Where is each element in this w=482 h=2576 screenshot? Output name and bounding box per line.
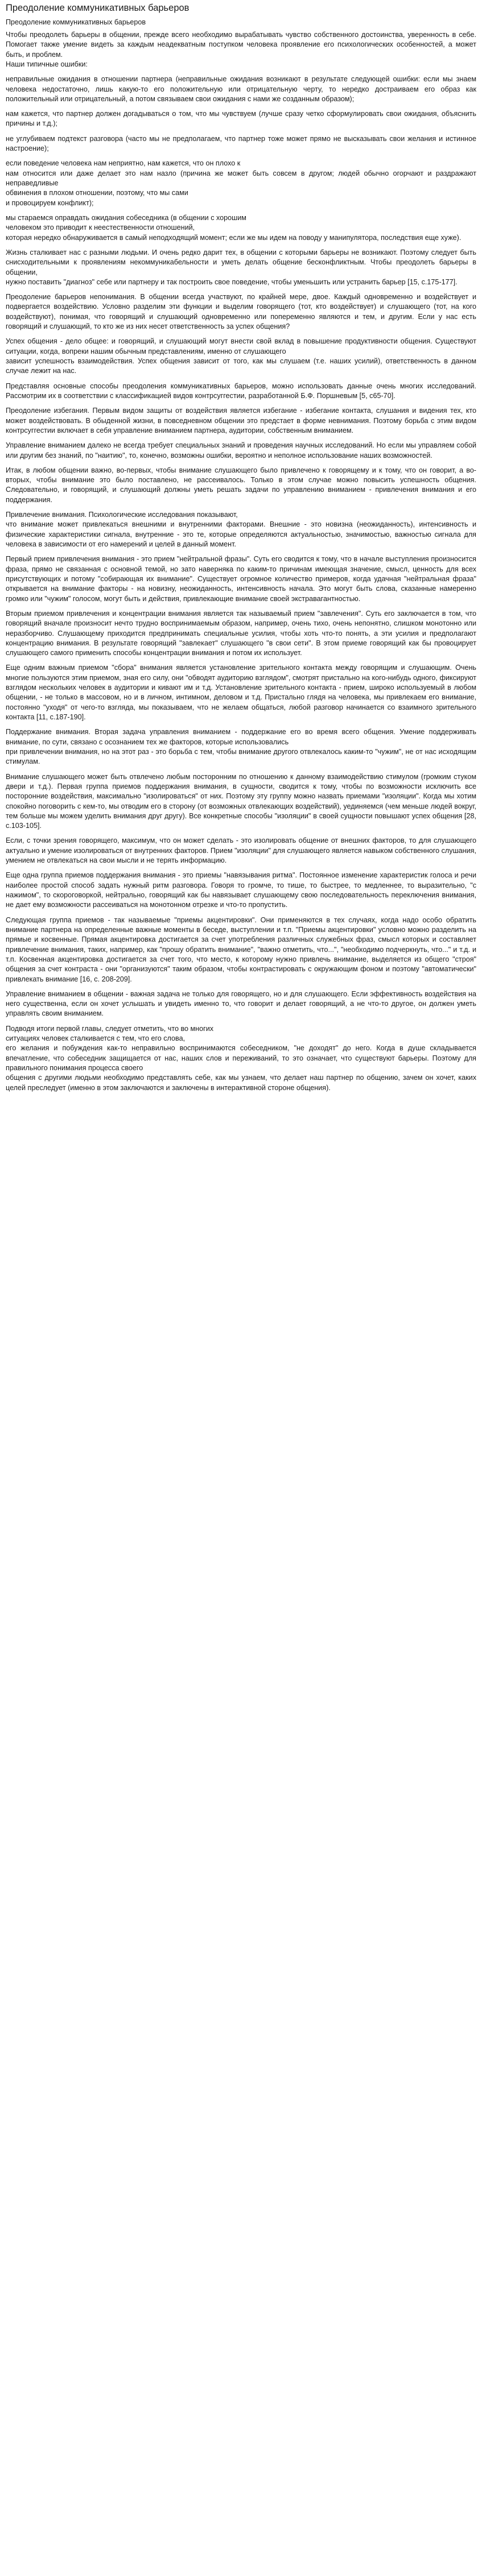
paragraph: Преодоление избегания. Первым видом защиты от воздействия является избегание - избегание контакта, слушания и видения тех, кто может воздействовать. В обыденной жизни, в повседневном общении это предстает в форме невнимания. Поэтому борьба с этим видом контрсуггестии включает в себя управление вниманием партнера, аудитории, собственным вниманием.	[6, 407, 476, 434]
paragraph: Управление вниманием далеко не всегда требует специальных знаний и проведения научных исследований. Но если мы управляем собой или другим без знаний, по "наитию", то, конечно, возможны ошибки, вероятно и неполное использование наших возможностей.	[6, 441, 476, 459]
paragraph: если поведение человека нам неприятно, нам кажется, что он плохо к нам относится или даже делает это нам назло (причина же может быть совсем в другом; людей обычно огорчают и раздражают неправедливые обвинения в плохом отношении, поэтому, что мы сами и провоцируем конфликт);	[6, 159, 476, 207]
paragraph: Вторым приемом привлечения и концентрации внимания является так называемый прием "завлечения". Суть его заключается в том, что говорящий вначале произносит нечто трудно воспринимаемым образом, например, очень тихо, очень непонятно, слишком монотонно или неразборчиво. Слушающему приходится предпринимать специальные усилия, чтобы хоть что-то понять, а эти усилия и предполагают концентрацию внимания. В результате говорящий "завлекает" слушающего "в свои сети". В этом приеме говорящий как бы провоцирует слушающего самого применить способы концентрации внимания и потом их использует.	[6, 609, 476, 657]
paragraph: нам кажется, что партнер должен догадываться о том, что мы чувствуем (лучше сразу четко сформулировать свои ожидания, объяснить причины и т.д.);	[6, 110, 476, 128]
paragraph: Первый прием привлечения внимания - это прием "нейтральной фразы". Суть его сводится к тому, что в начале выступления произносится фраза, прямо не связанная с основной темой, но зато наверняка по каким-то причинам имеющая значение, смысл, ценность для всех присутствующих и потому "собирающая их внимание". Существует огромное количество примеров, когда удачная "нейтральная фраза" открывается на внимание факторы - на новизну, неожиданность, интенсивность начала. Это могут быть слова, сказанные намеренно громко или "чужим" голосом, могут быть и действия, привлекающие внимание своей экстравагантностью.	[6, 555, 476, 603]
paragraph: Еще одним важным приемом "сбора" внимания является установление зрительного контакта между говорящим и слушающим. Очень многие пользуются этим приемом, зная его силу, они "обводят аудиторию взглядом", смотрят пристально на кого-нибудь одного, фиксируют взглядом нескольких человек в аудитории и кивают им и т.д. Установление зрительного контакта - прием, широко используемый в любом общении, - не только в массовом, но и в личном, интимном, деловом и т.д. Пристально глядя на человека, мы привлекаем его внимание, постоянно "уходя" от чего-то взгляда, мы показываем, что не желаем общаться, любой разговор начинается со взаимного зрительного контакта [11, с.187-190].	[6, 664, 476, 722]
document-subtitle: Преодоление коммуникативных барьеров	[6, 18, 146, 26]
paragraph: неправильные ожидания в отношении партнера (неправильные ожидания возникают в результате следующей ошибки: если мы знаем человека недостаточно, лишь какую-то его положительную или отрицательную черту, то нередко достраиваем его образ как положительный или отрицательный, а потом связываем свои ожидания с нами же созданным образом);	[6, 75, 476, 103]
paragraph: Привлечение внимания. Психологические исследования показывают, что внимание может привлекаться внешними и внутренними факторами. Внешние - это новизна (неожиданность), интенсивность и физические характеристики сигнала, внутренние - это те, которые определяются актуальностью, значимостью, важностью сигнала для человека в зависимости от его намерений и целей в данный момент.	[6, 511, 476, 549]
paragraph: Внимание слушающего может быть отвлечено любым посторонним по отношению к данному взаимодействию стимулом (громким стуком двери и т.д.). Первая группа приемов поддержания внимания, в сущности, сводится к тому, чтобы по возможности исключить все посторонние воздействия, максимально "изолироваться" от них. Поэтому эту группу можно назвать приемами "изоляции". Когда мы хотим спокойно поговорить с кем-то, мы отводим его в сторону (от возможных отвлекающих воздействий), уединяемся (чем меньше людей вокруг, тем больше мы можем уделить внимания друг другу). Все конкретные способы "изоляции" в своей сущности повышают успех общения [28, с.103-105].	[6, 772, 476, 830]
paragraph: Следующая группа приемов - так называемые "приемы акцентировки". Они применяются в тех случаях, когда надо особо обратить внимание партнера на определенные важные моменты в беседе, выступлении и т.п. "Приемы акцентировки" условно можно разделить на прямые и косвенные. Прямая акцентировка достигается за счет употребления различных служебных фраз, смысл которых и составляет привлечение внимания, таких, например, как "прошу обратить внимание", "важно отметить, что...", "необходимо подчеркнуть, что..." и т.д. и т.п. Косвенная акцентировка достигается за счет того, что место, к которому нужно привлечь внимание, выделяется из общего "строя" общения за счет контраста - они "организуются" таким образом, чтобы контрастировать с окружающим фоном и поэтому "автоматически" привлекать внимание [16, с. 208-209].	[6, 916, 476, 983]
paragraph: Поддержание внимания. Вторая задача управления вниманием - поддержание его во время всего общения. Умение поддерживать внимание, по сути, связано с осознанием тех же факторов, которые использовались при привлечении внимания, но на этот раз - это борьба с тем, чтобы внимание другого отвлекалось каким-то "чужим", не от нас исходящим стимулам.	[6, 728, 476, 766]
paragraph: Успех общения - дело общее: и говорящий, и слушающий могут внести свой вклад в повышение продуктивности общения. Существуют ситуации, когда, вопреки нашим обычным представлениям, именно от слушающего зависит успешность взаимодействия. Успех общения зависит от того, как мы слушаем (т.е. наших усилий), ответственность в данном случае лежит на нас.	[6, 337, 476, 375]
paragraph: Жизнь сталкивает нас с разными людьми. И очень редко дарит тех, в общении с которыми барьеры не возникают. Поэтому следует быть снисходительными к проявлениям некоммуникабельности и уметь делать общение бесконфликтным. Чтобы преодолеть барьеры в общении, нужно поставить "диагноз" себе или партнеру и так построить свое поведение, чтобы уменьшить или устранить барьер [15, с.175-177].	[6, 248, 476, 286]
document-body	[6, 30, 476, 1093]
paragraph: Преодоление барьеров непонимания. В общении всегда участвуют, по крайней мере, двое. Каждый одновременно и воздействует и подвергается воздействию. Условно разделим эти функции и выделим говорящего (тот, кто воздействует) и слушающего (тот, на кого воздействуют), понимая, что говорящий и слушающий одновременно или попеременно являются и тем, и другим. Если у нас есть говорящий и слушающий, то кто же из них несет ответственность за успех общения?	[6, 293, 476, 331]
paragraph: Итак, в любом общении важно, во-первых, чтобы внимание слушающего было привлечено к говорящему и к тому, что он говорит, а во-вторых, чтобы внимание это было поставлено, не рассеивалось. Только в этом случае можно повысить успешность общения. Следовательно, и говорящий, и слушающий должны уметь решать задачи по управлению вниманием - привлечения внимания и его поддержания.	[6, 466, 476, 504]
paragraph: Чтобы преодолеть барьеры в общении, прежде всего необходимо вырабатывать чувство собственного достоинства, уверенность в себе. Помогает также умение видеть за каждым неадекватным поступком человека проявление его психологических особенностей, а может быть, и проблем. Наши типичные ошибки:	[6, 30, 476, 68]
paragraph: Если, с точки зрения говорящего, максимум, что он может сделать - это изолировать общение от внешних факторов, то для слушающего актуально и умение изолироваться от внутренних факторов. Прием "изоляции" для слушающего является навыком собственного слушания, умением не отвлекаться на свои мысли и не терять информацию.	[6, 836, 476, 865]
document-title: Преодоление коммуникативных барьеров	[6, 3, 189, 13]
paragraph: мы стараемся оправдать ожидания собеседника (в общении с хорошим человеком это приводит к неестественности отношений, которая нередко обнаруживается в самый неподходящий момент; если же мы идем на поводу у манипулятора, последствия еще хуже).	[6, 213, 462, 242]
paragraph: Управление вниманием в общении - важная задача не только для говорящего, но и для слушающего. Если эффективность воздействия на него существенна, если он хочет услышать и увидеть именно то, что говорит и делает говорящий, а не что-то другое, он должен уметь управлять своим вниманием.	[6, 989, 476, 1018]
paragraph: Представляя основные способы преодоления коммуникативных барьеров, можно использовать данные очень многих исследований. Рассмотрим их в соответствии с классификацией видов контрсуггестии, разработанной Б.Ф. Поршневым [5, с65-70].	[6, 382, 476, 400]
paragraph: не углубиваем подтекст разговора (часто мы не предполагаем, что партнер тоже может прямо не высказывать свои желания и истинное настроение);	[6, 134, 476, 153]
paragraph: Еще одна группа приемов поддержания внимания - это приемы "навязывания ритма". Постоянное изменение характеристик голоса и речи наиболее простой способ задать нужный ритм разговора. Говоря то громче, то тише, то быстрее, то медленнее, то выразительно, "с нажимом", то скороговоркой, нейтрально, говорящий как бы навязывает слушающему свою последовательность переключения внимания, не дает ему возможности рассеиваться на монотонном отрезке и что-то пропустить.	[6, 871, 476, 909]
paragraph: Подводя итоги первой главы, следует отметить, что во многих ситуациях человек сталкивается с тем, что его слова, его желания и побуждения как-то неправильно воспринимаются собеседником, "не доходят" до него. Когда в душе складывается впечатление, что собеседник защищается от нас, наших слов и переживаний, то это означает, что существуют барьеры. Поэтому для правильного понимания процесса своего общения с другими людьми необходимо представлять себе, как мы узнаем, что делает наш партнер по общению, зачем он хочет, каких целей преследует (именно в этом заключаются и заключены в интерактивной стороне общения).	[6, 1024, 476, 1092]
document	[0, 0, 482, 1107]
